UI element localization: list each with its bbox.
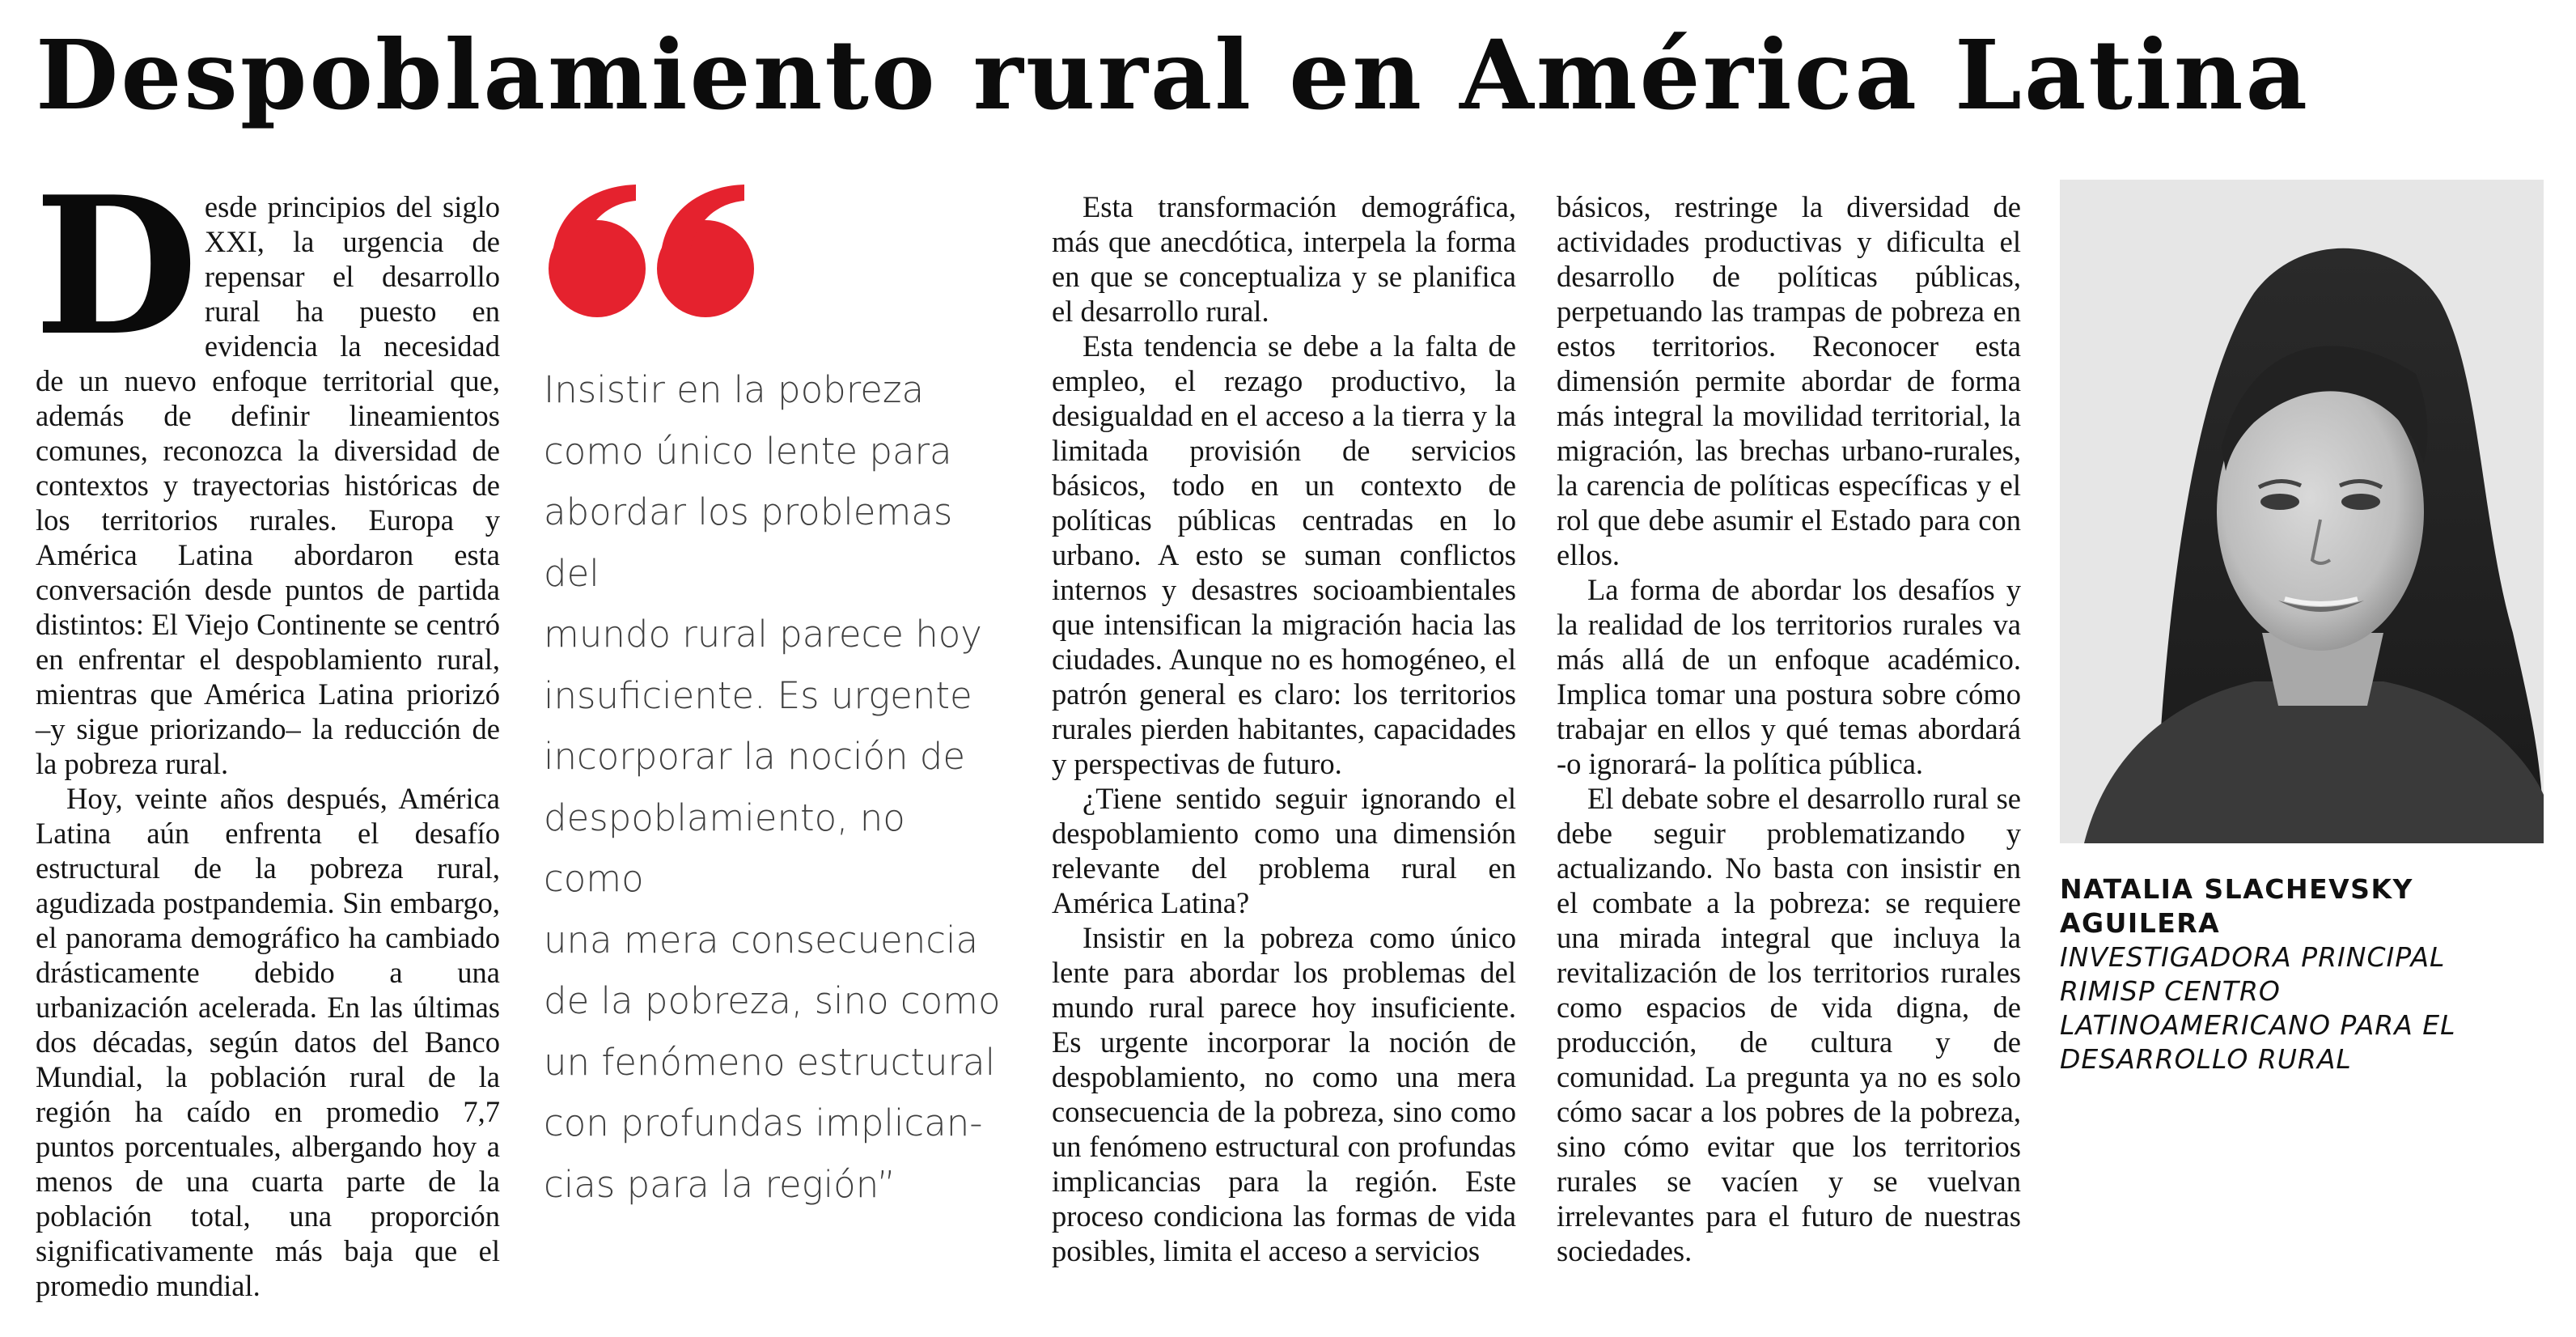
author-photo	[2060, 180, 2544, 843]
article-paragraph: Hoy, veinte años después, América Latina aún enfrenta el desafío estructural de la pobreza rural, agudizada postpandemia. Sin embargo, el panorama demográfico ha cambiado drásticamente debido a una urbanización acelerada. En las últimas dos décadas, según datos del Banco Mundial, la población rural de la región ha caído en promedio 7,7 puntos porcentuales, albergando hoy a menos de una cuarta parte de la población total, una proporción significativamente más baja que el promedio mundial.	[36, 782, 500, 1302]
article-paragraph: La forma de abordar los desafíos y la realidad de los territorios rurales va más allá de un enfoque académico. Implica tomar una postura sobre cómo trabajar en ellos y qué temas abordará -o ignorará- la política pública.	[1557, 573, 2021, 780]
author-portrait-image	[2060, 180, 2544, 843]
article-column-1	[34, 155, 500, 1303]
article-paragraph: El debate sobre el desarrollo rural se debe seguir problematizando y actualizando. No basta con insistir en el combate a la pobreza: se requiere una mirada integral que incluya la revitalización de los territorios rurales como espacios de vida digna, de producción, de cultura y de comunidad. La pregunta ya no es solo cómo sacar a los pobres de la pobreza, sino cómo evitar que los territorios rurales se vacíen y se vuelvan irrelevantes para el futuro de nuestras sociedades.	[1557, 782, 2021, 1267]
article-paragraph: ¿Tiene sentido seguir ignorando el despoblamiento como una dimensión relevante del problema rural en América Latina?	[1052, 782, 1516, 919]
author-role: INVESTIGADORA PRINCIPAL RIMISP CENTRO LATINOAMERICANO PARA EL DESARROLLO RURAL	[2060, 941, 2456, 1075]
article-paragraph: Esta transformación demográfica, más que anecdótica, interpela la forma en que se conceptualiza y se planifica el desarrollo rural.	[1052, 190, 1516, 328]
article-paragraph: básicos, restringe la diversidad de actividades productivas y dificulta el desarrollo de políticas públicas, perpetuando las trampas de pobreza en estos territorios. Reconocer esta dimensión permite abordar de forma más integral la movilidad territorial, la migración, las brechas urbano-rurales, la carencia de políticas específicas y el rol que debe asumir el Estado para con ellos.	[1557, 190, 2021, 571]
article-column-4	[1557, 189, 2021, 1268]
article-paragraph: Insistir en la pobreza como único lente para abordar los problemas del mundo rural parece hoy insuficiente. Es urgente incorporar la noción de despoblamiento, no como una mera consecuencia de la pobreza, sino como un fenómeno estructural con profundas implicancias para la región. Este proceso condiciona las formas de vida posibles, limita el acceso a servicios	[1052, 921, 1516, 1267]
article-column-3	[1052, 189, 1516, 1268]
drop-cap: D	[34, 155, 198, 378]
headline: Despoblamiento rural en América Latina	[36, 19, 2311, 131]
author-credit	[2060, 872, 2544, 1076]
article-paragraph: esde principios del siglo XXI, la urgencia de repensar el desarrollo rural ha puesto en evidencia la necesidad de un nuevo enfoque territorial que, además de definir lineamientos comunes, reconozca la diversidad de contextos y trayectorias históricas de los territorios rurales. Europa y América Latina abordaron esta conversación desde puntos de partida distintos: El Viejo Continente se centró en enfrentar el despoblamiento rural, mientras que América Latina priorizó –y sigue priorizando– la reducción de la pobreza rural.	[36, 190, 500, 780]
pull-quote	[540, 181, 1002, 1215]
article-paragraph: Esta tendencia se debe a la falta de empleo, el rezago productivo, la desigualdad en el acceso a la tierra y la limitada provisión de servicios básicos, todo en un contexto de políticas públicas centradas en lo urbano. A esto se suman conflictos internos y desastres socioambientales que intensifican la migración hacia las ciudades. Aunque no es homogéneo, el patrón general es claro: los territorios rurales pierden habitantes, capacidades y perspectivas de futuro.	[1052, 329, 1516, 780]
quote-mark-icon	[540, 181, 759, 319]
author-name: NATALIA SLACHEVSKY AGUILERA	[2060, 873, 2413, 939]
pull-quote-text: Insistir en la pobreza como único lente para abordar los problemas del mundo rural parece hoy insuficiente. Es urgente incorporar la noción de despoblamiento, no como una mera consecuencia de la pobreza, sino como un fenómeno estructural con profundas implican- cias para la región”	[544, 368, 1001, 1206]
